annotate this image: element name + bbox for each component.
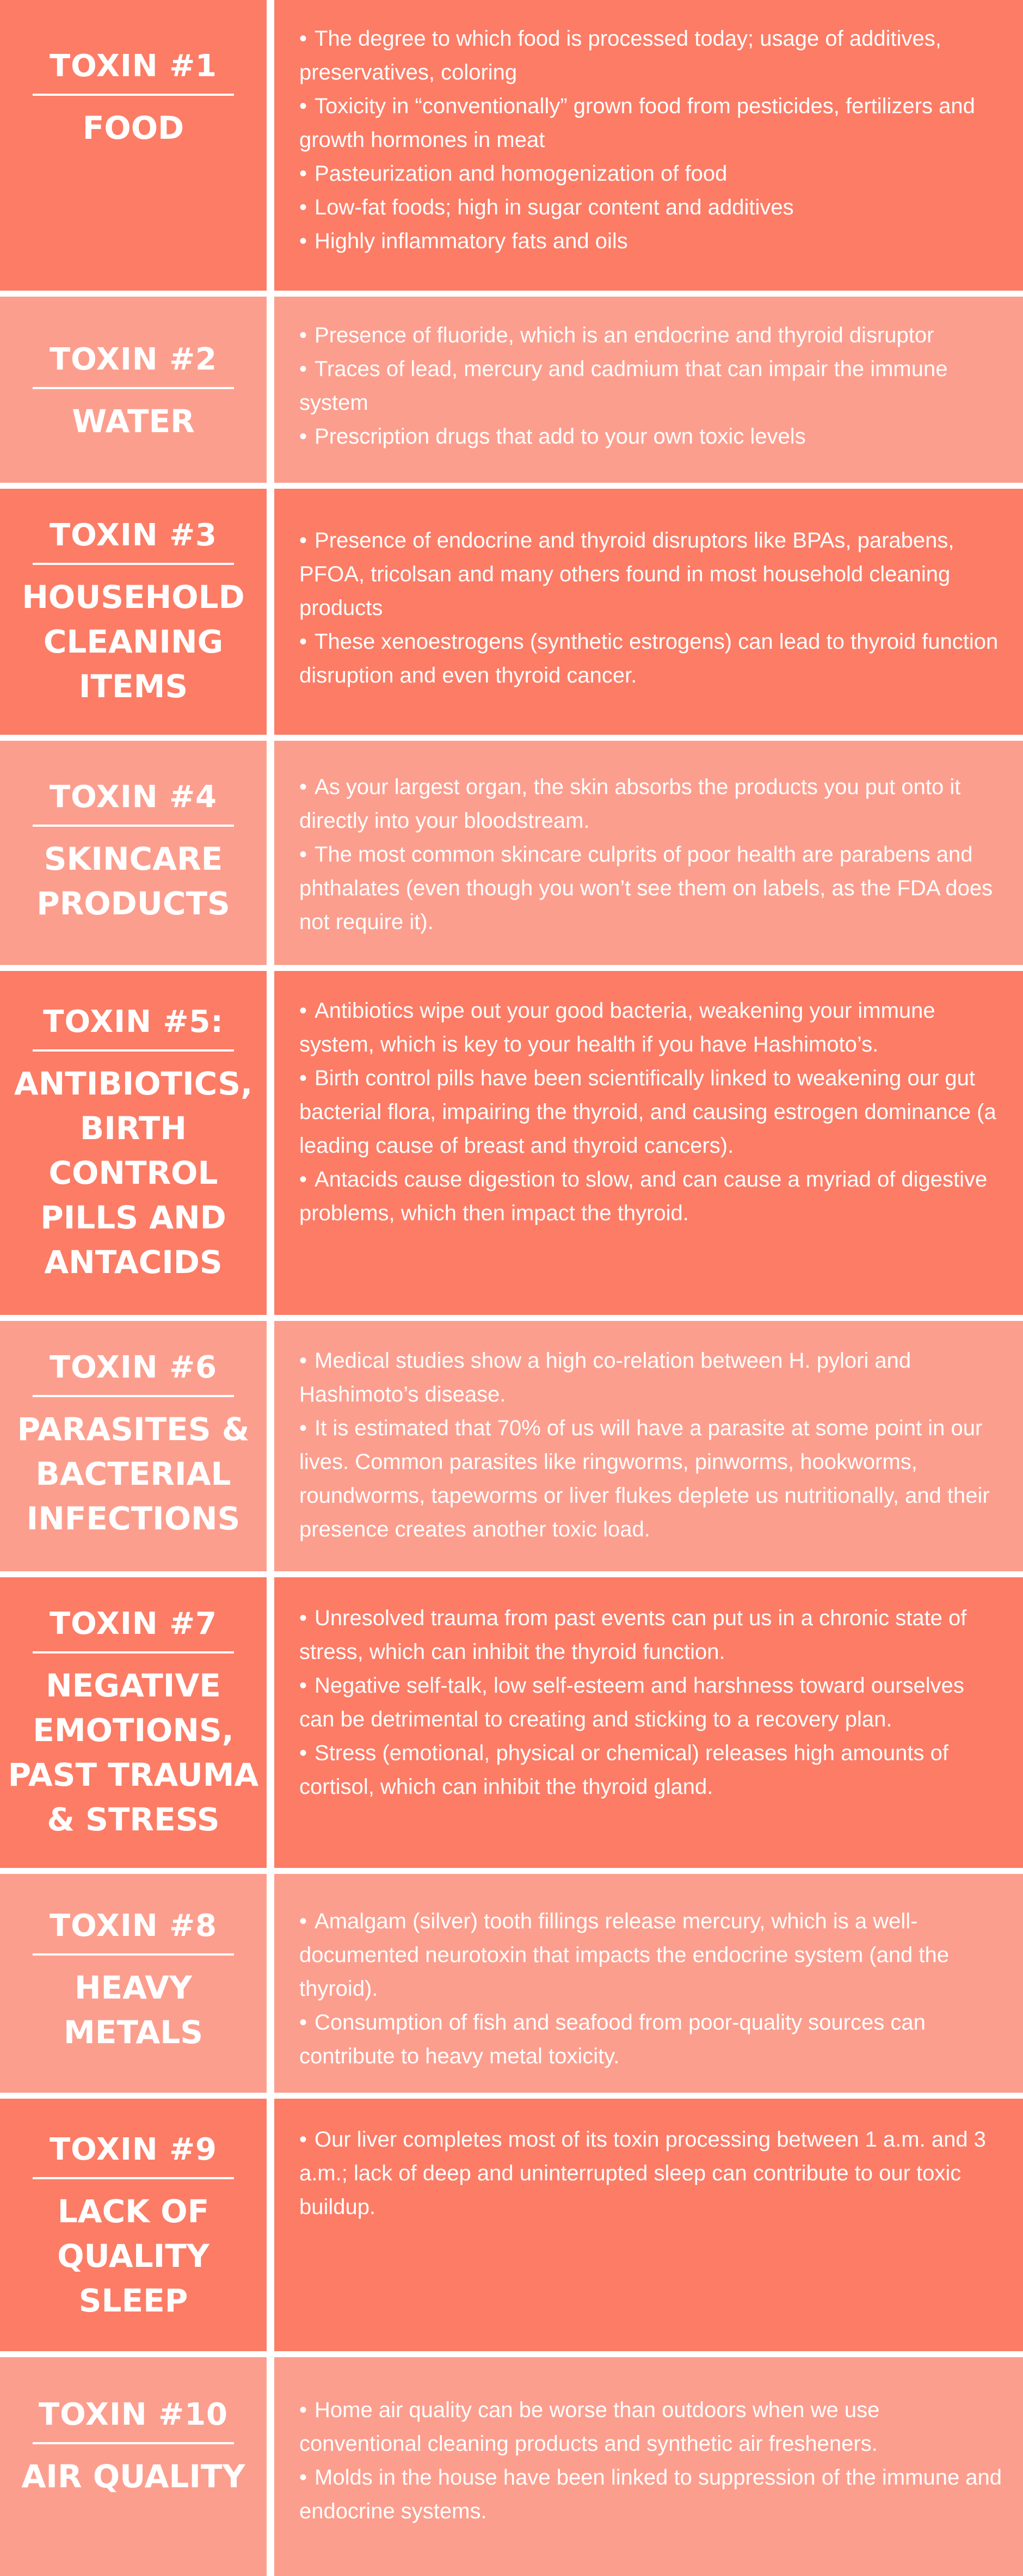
column-divider: [267, 297, 274, 483]
toxin-row-6: [0, 1321, 1023, 1571]
bullet-item: • Antacids cause digestion to slow, and can cause a myriad of digestive problems, which then impact the thyroid.: [299, 1167, 988, 1225]
bullet-dot-icon: •: [299, 2398, 307, 2422]
column-divider: [267, 0, 274, 291]
bullet-dot-icon: •: [299, 229, 307, 253]
bullet-dot-icon: •: [299, 1349, 307, 1373]
bullet-dot-icon: •: [299, 630, 307, 654]
column-divider: [267, 489, 274, 735]
bullet-item: • Negative self-talk, low self-esteem and harshness toward ourselves can be detrimental to creating and sticking to a recovery plan.: [299, 1674, 964, 1731]
bullet-dot-icon: •: [299, 843, 307, 866]
bullet-dot-icon: •: [299, 1909, 307, 1933]
heading-divider: [33, 2177, 234, 2179]
heading-divider: [33, 1651, 234, 1653]
toxin-label-panel: [0, 971, 267, 1315]
bullet-item: • Stress (emotional, physical or chemical) releases high amounts of cortisol, which can inhibit the thyroid gland.: [299, 1741, 948, 1799]
bullet-dot-icon: •: [299, 357, 307, 381]
bullet-dot-icon: •: [299, 162, 307, 186]
bullet-item: • Prescription drugs that add to your own toxic levels: [299, 425, 806, 448]
heading-divider: [33, 1049, 234, 1052]
toxin-label-panel: [0, 1874, 267, 2093]
toxin-row-7: [0, 1577, 1023, 1868]
toxin-heading: TOXIN #8: [49, 1908, 218, 1944]
bullet-item: • Amalgam (silver) tooth fillings release mercury, which is a well-documented neurotoxin that impacts the endocrine system (and the thyroid).: [299, 1909, 950, 2001]
column-divider: [267, 741, 274, 965]
bullet-dot-icon: •: [299, 999, 307, 1023]
toxin-row-5: [0, 971, 1023, 1315]
bullet-item: • Presence of fluoride, which is an endocrine and thyroid disruptor: [299, 323, 934, 347]
toxin-title: FOOD: [82, 109, 184, 146]
bullet-dot-icon: •: [299, 2466, 307, 2489]
bullet-item: • Antibiotics wipe out your good bacteria, weakening your immune system, which is key to your health if you have Hashimoto’s.: [299, 999, 935, 1056]
bullet-item: • Our liver completes most of its toxin processing between 1 a.m. and 3 a.m.; lack of deep and uninterrupted sleep can contribute to our toxic buildup.: [299, 2128, 986, 2219]
toxin-title: WATER: [72, 403, 195, 440]
bullet-dot-icon: •: [299, 425, 307, 448]
bullet-dot-icon: •: [299, 528, 307, 552]
bullet-item: • The most common skincare culprits of poor health are parabens and phthalates (even though you won’t see them on labels, as the FDA does not require it).: [299, 843, 993, 934]
toxin-heading: TOXIN #6: [49, 1350, 218, 1385]
bullet-dot-icon: •: [299, 1416, 307, 1440]
toxin-details: [274, 0, 1023, 291]
bullet-dot-icon: •: [299, 195, 307, 219]
toxin-title: NEGATIVE EMOTIONS, PAST TRAUMA & STRESS: [8, 1667, 259, 1838]
column-divider: [267, 971, 274, 1315]
toxin-label-panel: [0, 2357, 267, 2576]
toxin-details: [274, 1321, 1023, 1571]
toxin-label-panel: [0, 2099, 267, 2351]
toxin-heading: TOXIN #7: [49, 1606, 218, 1641]
toxin-title: HOUSEHOLD CLEANING ITEMS: [22, 579, 245, 705]
heading-divider: [33, 94, 234, 96]
heading-divider: [33, 1395, 234, 1397]
bullet-dot-icon: •: [299, 27, 307, 51]
bullet-dot-icon: •: [299, 1741, 307, 1765]
toxin-label-panel: [0, 0, 267, 291]
heading-divider: [33, 387, 234, 389]
toxin-label-panel: [0, 489, 267, 735]
column-divider: [267, 2357, 274, 2576]
toxin-details: [274, 297, 1023, 483]
bullet-dot-icon: •: [299, 1167, 307, 1191]
toxin-details: [274, 2357, 1023, 2576]
toxin-row-8: [0, 1874, 1023, 2093]
toxin-heading: TOXIN #1: [49, 48, 218, 84]
toxin-row-2: [0, 297, 1023, 483]
bullet-item: • As your largest organ, the skin absorbs the products you put onto it directly into your bloodstream.: [299, 775, 961, 833]
heading-divider: [33, 2442, 234, 2444]
bullet-item: • It is estimated that 70% of us will have a parasite at some point in our lives. Common parasites like ringworms, pinworms, hookworms, roundworms, tapeworms or liver flukes deplete us nutritionally, and their presence creates another toxic load.: [299, 1416, 990, 1541]
toxin-title: AIR QUALITY: [21, 2458, 245, 2495]
bullet-item: • Medical studies show a high co-relation between H. pylori and Hashimoto’s disease.: [299, 1349, 911, 1406]
toxin-heading: TOXIN #3: [49, 518, 218, 553]
heading-divider: [33, 563, 234, 565]
toxin-label-panel: [0, 1321, 267, 1571]
toxin-title: SKINCARE PRODUCTS: [36, 840, 230, 922]
bullet-item: • Unresolved trauma from past events can put us in a chronic state of stress, which can inhibit the thyroid function.: [299, 1606, 967, 1664]
bullet-dot-icon: •: [299, 2011, 307, 2034]
toxin-heading: TOXIN #4: [49, 779, 218, 815]
toxin-heading: TOXIN #2: [49, 342, 218, 377]
toxin-label-panel: [0, 1577, 267, 1868]
toxin-label-panel: [0, 741, 267, 965]
column-divider: [267, 1321, 274, 1571]
bullet-item: • These xenoestrogens (synthetic estrogens) can lead to thyroid function disruption and even thyroid cancer.: [299, 630, 999, 687]
bullet-dot-icon: •: [299, 1606, 307, 1630]
toxin-title: HEAVY METALS: [63, 1969, 203, 2051]
bullet-dot-icon: •: [299, 94, 307, 118]
bullet-item: • Toxicity in “conventionally” grown food from pesticides, fertilizers and growth hormones in meat: [299, 94, 975, 152]
toxin-row-10: [0, 2357, 1023, 2576]
bullet-item: • Pasteurization and homogenization of food: [299, 162, 728, 186]
heading-divider: [33, 1953, 234, 1956]
bullet-dot-icon: •: [299, 1674, 307, 1698]
toxin-heading: TOXIN #5:: [43, 1004, 224, 1040]
bullet-item: • Molds in the house have been linked to suppression of the immune and endocrine systems.: [299, 2466, 1002, 2523]
bullet-item: • Consumption of fish and seafood from poor-quality sources can contribute to heavy metal toxicity.: [299, 2011, 926, 2068]
toxin-heading: TOXIN #10: [38, 2397, 229, 2432]
bullet-dot-icon: •: [299, 775, 307, 799]
toxin-details: [274, 2099, 1023, 2351]
bullet-dot-icon: •: [299, 2128, 307, 2151]
toxin-details: [274, 489, 1023, 735]
bullet-item: • Home air quality can be worse than outdoors when we use conventional cleaning products and synthetic air fresheners.: [299, 2398, 880, 2456]
bullet-item: • The degree to which food is processed today; usage of additives, preservatives, coloring: [299, 27, 941, 84]
bullet-item: • Presence of endocrine and thyroid disruptors like BPAs, parabens, PFOA, tricolsan and many others found in most household cleaning products: [299, 528, 954, 620]
column-divider: [267, 1577, 274, 1868]
toxin-heading: TOXIN #9: [49, 2132, 218, 2167]
toxin-row-1: [0, 0, 1023, 291]
toxin-details: [274, 1874, 1023, 2093]
toxin-title: LACK OF QUALITY SLEEP: [57, 2193, 209, 2319]
toxin-row-9: [0, 2099, 1023, 2351]
bullet-dot-icon: •: [299, 323, 307, 347]
heading-divider: [33, 825, 234, 827]
toxin-details: [274, 1577, 1023, 1868]
bullet-item: • Traces of lead, mercury and cadmium that can impair the immune system: [299, 357, 948, 415]
toxin-title: PARASITES & BACTERIAL INFECTIONS: [17, 1411, 250, 1537]
toxin-title: ANTIBIOTICS, BIRTH CONTROL PILLS AND ANTACIDS: [14, 1065, 253, 1281]
toxin-row-3: [0, 489, 1023, 735]
column-divider: [267, 1874, 274, 2093]
toxin-label-panel: [0, 297, 267, 483]
toxin-row-4: [0, 741, 1023, 965]
toxin-details: [274, 741, 1023, 965]
column-divider: [267, 2099, 274, 2351]
bullet-dot-icon: •: [299, 1066, 307, 1090]
bullet-item: • Low-fat foods; high in sugar content and additives: [299, 195, 794, 219]
bullet-item: • Highly inflammatory fats and oils: [299, 229, 628, 253]
bullet-item: • Birth control pills have been scientifically linked to weakening our gut bacterial flora, impairing the thyroid, and causing estrogen dominance (a leading cause of breast and thyroid cancers).: [299, 1066, 996, 1158]
toxin-details: [274, 971, 1023, 1315]
